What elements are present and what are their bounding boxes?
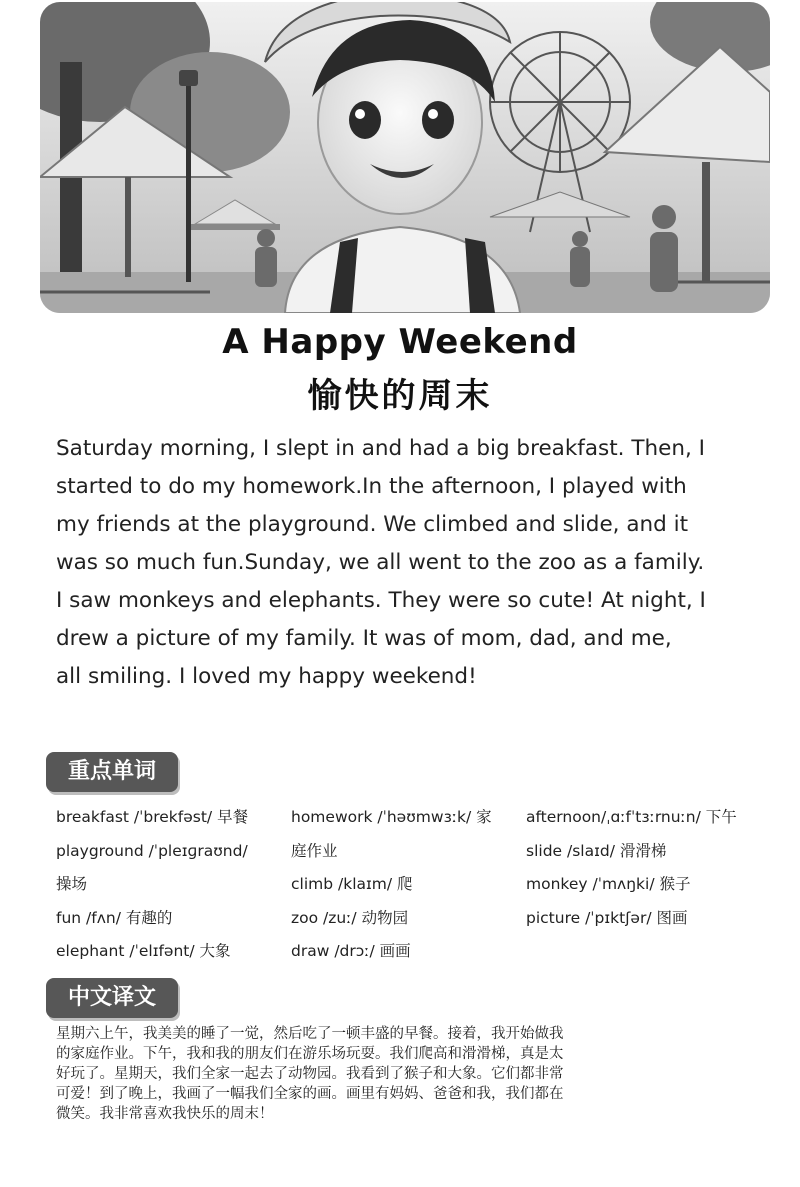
title-chinese: 愉快的周末 (307, 376, 493, 416)
vocab-entry: homework /ˈhəʊmwɜːk/ 家 (291, 808, 492, 826)
translation-line: 星期六上午，我美美的睡了一觉，然后吃了一顿丰盛的早餐。接着，我开始做我 (56, 1026, 564, 1042)
vocab-entry: 庭作业 (291, 841, 338, 860)
vocab-entry: fun /fʌn/ 有趣的 (56, 908, 173, 927)
vocab-entry: monkey /ˈmʌŋki/ 猴子 (526, 875, 691, 893)
vocab-list (56, 803, 756, 973)
vocab-heading-tag: 重点单词 (46, 752, 178, 792)
vocab-entry: 操场 (56, 875, 88, 893)
vocab-entry: climb /klaɪm/ 爬 (291, 875, 413, 893)
vocab-entry: draw /drɔː/ 画画 (291, 942, 411, 960)
story-paragraph (56, 430, 756, 696)
story-line: I saw monkeys and elephants. They were so cute! At night, I (56, 588, 706, 613)
vocab-entry: afternoon/ˌɑːfˈtɜːrnuːn/ 下午 (526, 808, 737, 826)
vocab-entry: elephant /ˈelɪfənt/ 大象 (56, 942, 231, 960)
vocab-entry: slide /slaɪd/ 滑滑梯 (526, 841, 667, 860)
translation-line: 好玩了。星期天，我们全家一起去了动物园。我看到了猴子和大象。它们都非常 (56, 1066, 564, 1082)
story-line: Saturday morning, I slept in and had a big breakfast. Then, I (56, 436, 705, 461)
vocab-column (291, 803, 511, 971)
story-line: drew a picture of my family. It was of mom, dad, and me, (56, 626, 672, 651)
vocab-entry: playground /ˈpleɪɡraʊnd/ (56, 841, 248, 860)
story-line: my friends at the playground. We climbed and slide, and it (56, 512, 689, 537)
translation-heading-tag: 中文译文 (46, 978, 178, 1018)
story-line: was so much fun.Sunday, we all went to the zoo as a family. (56, 550, 705, 575)
translation-line: 的家庭作业。下午，我和我的朋友们在游乐场玩耍。我们爬高和滑滑梯，真是太 (56, 1046, 564, 1062)
vocab-entry: zoo /zuː/ 动物园 (291, 908, 409, 927)
hero-illustration (40, 2, 770, 313)
story-line: all smiling. I loved my happy weekend! (56, 664, 477, 689)
story-line: started to do my homework.In the afternoon, I played with (56, 474, 687, 499)
boy-at-amusement-park-icon (40, 2, 770, 313)
translation-line: 可爱！到了晚上，我画了一幅我们全家的画。画里有妈妈、爸爸和我，我们都在 (56, 1086, 564, 1102)
translation-paragraph (56, 1024, 656, 1124)
translation-line: 微笑。我非常喜欢我快乐的周末！ (56, 1106, 274, 1122)
vocab-column (56, 803, 276, 971)
vocab-entry: picture /ˈpɪktʃər/ 图画 (526, 908, 688, 927)
vocab-entry: breakfast /ˈbrekfəst/ 早餐 (56, 808, 249, 826)
title-english: A Happy Weekend (222, 322, 578, 362)
vocab-column (526, 803, 766, 937)
